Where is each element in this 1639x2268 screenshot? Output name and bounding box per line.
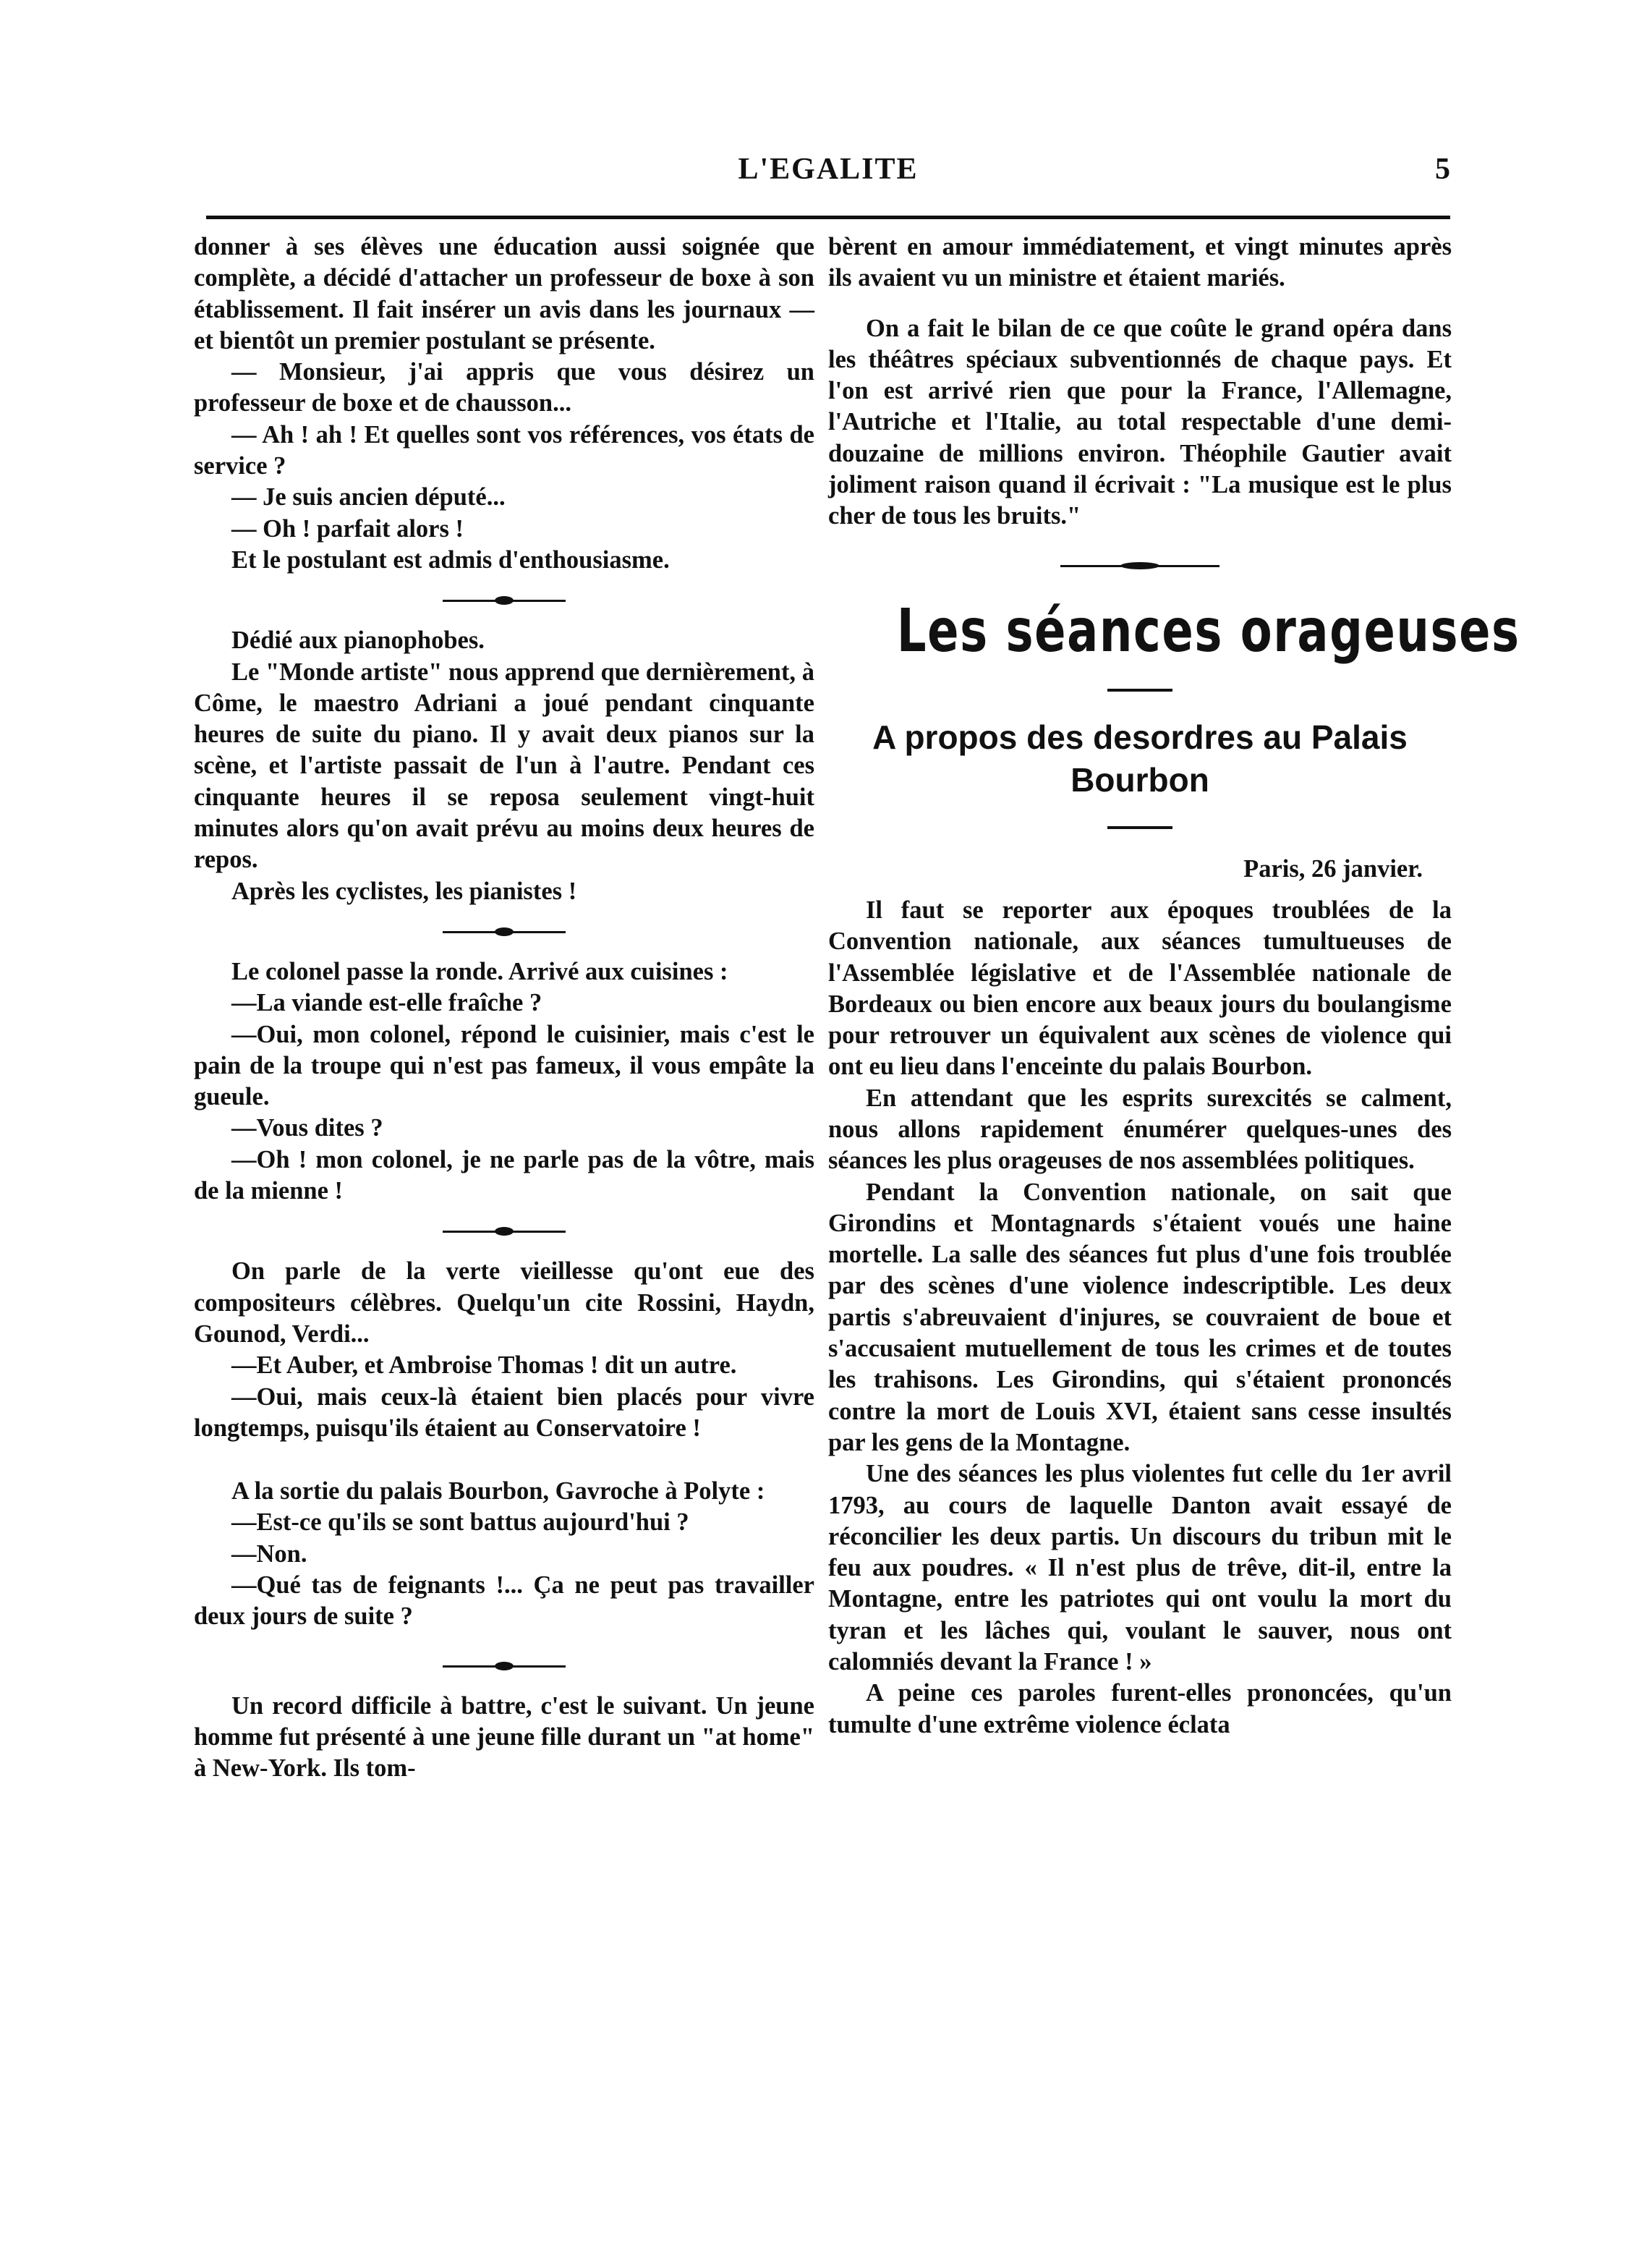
left-column — [194, 232, 814, 1784]
paragraph: Un record difficile à battre, c'est le suivant. Un jeune homme fut présenté à une jeune fille durant un "at home" à New-York. Ils tom- — [194, 1691, 814, 1783]
paragraph: —Vous dites ? — [231, 1114, 383, 1142]
paragraph: —Et Auber, et Ambroise Thomas ! dit un autre. — [231, 1351, 737, 1380]
paragraph: Après les cyclistes, les pianistes ! — [231, 877, 577, 905]
subheadline-rule — [1107, 826, 1172, 829]
paragraph: — Je suis ancien député... — [231, 483, 506, 511]
headline-rule — [1107, 689, 1172, 692]
paragraph: —Oui, mais ceux-là étaient bien placés pour vivre longtemps, puisqu'ils étaient au Conservatoire ! — [194, 1383, 814, 1442]
article-headline: Les séances orageuses — [896, 596, 1520, 666]
paragraph: donner à ses élèves une éducation aussi soignée que complète, a décidé d'attacher un professeur de boxe à son établissement. Il fait insérer un avis dans les journaux — et bientôt un premier postulant se présente. — [194, 233, 814, 354]
header-rule — [206, 216, 1450, 219]
page-header — [206, 152, 1450, 195]
paragraph: —Est-ce qu'ils se sont battus aujourd'hui ? — [231, 1508, 689, 1537]
dateline: Paris, 26 janvier. — [1243, 854, 1423, 883]
paragraph: —Oh ! mon colonel, je ne parle pas de la vôtre, mais de la mienne ! — [194, 1145, 814, 1205]
paragraph: Il faut se reporter aux époques troublées de la Convention nationale, aux séances tumultueuses de l'Assemblée législative et de l'Assemblée nationale de Bordeaux ou bien encore aux beaux jours du boulangisme pour retrouver un équivalent aux scènes de violence qui ont eu lieu dans l'enceinte du palais Bourbon. — [828, 896, 1452, 1081]
section-separator — [194, 586, 814, 615]
paragraph: Une des séances les plus violentes fut celle du 1er avril 1793, au cours de laquelle Danton avait essayé de réconcilier les deux partis. Un discours du tribun mit le feu aux poudres. « Il n'est plus de trêve, dit-il, entre la Montagne, entre les patriotes qui ont voulu la mort du tyran et les lâches qui, voulant le sauver, nous ont calomniés devant la France ! » — [828, 1460, 1452, 1676]
paragraph: A la sortie du palais Bourbon, Gavroche à Polyte : — [231, 1477, 765, 1505]
paragraph: —Oui, mon colonel, répond le cuisinier, mais c'est le pain de la troupe qui n'est pas fameux, il vous empâte la gueule. — [194, 1020, 814, 1111]
paragraph: — Oh ! parfait alors ! — [231, 514, 464, 543]
paragraph: — Ah ! ah ! Et quelles sont vos références, vos états de service ? — [194, 420, 814, 480]
paragraph: bèrent en amour immédiatement, et vingt minutes après ils avaient vu un ministre et étaient mariés. — [828, 233, 1452, 292]
journal-title: L'EGALITE — [738, 153, 919, 186]
paragraph: — Monsieur, j'ai appris que vous désirez un professeur de boxe et de chausson... — [194, 358, 814, 417]
paragraph: On a fait le bilan de ce que coûte le grand opéra dans les théâtres spéciaux subventionnés de chaque pays. Et l'on est arrivé rien que pour la France, l'Allemagne, l'Autriche et l'Italie, au total respectable d'une demi-douzaine de millions environ. Théophile Gautier avait joliment raison quand il écrivait : "La musique est le plus cher de tous les bruits." — [828, 314, 1452, 530]
section-separator — [194, 1217, 814, 1246]
paragraph: En attendant que les esprits surexcités se calment, nous allons rapidement énumérer quelques-unes des séances les plus orageuses de nos assemblées politiques. — [828, 1084, 1452, 1175]
paragraph: Et le postulant est admis d'enthousiasme. — [231, 545, 670, 574]
paragraph: On parle de la verte vieillesse qu'ont eue des compositeurs célèbres. Quelqu'un cite Rossini, Haydn, Gounod, Verdi... — [194, 1257, 814, 1348]
page-number: 5 — [1435, 153, 1450, 186]
paragraph: —Qué tas de feignants !... Ça ne peut pas travailler deux jours de suite ? — [194, 1571, 814, 1631]
paragraph: —La viande est-elle fraîche ? — [231, 989, 542, 1017]
section-separator — [828, 551, 1452, 580]
paragraph: Le colonel passe la ronde. Arrivé aux cuisines : — [231, 957, 728, 985]
paragraph: A peine ces paroles furent-elles prononcées, qu'un tumulte d'une extrême violence éclata — [828, 1679, 1452, 1738]
paragraph: Le "Monde artiste" nous apprend que dernièrement, à Côme, le maestro Adriani a joué pendant cinquante heures de suite du piano. Il y avait deux pianos sur la scène, et l'artiste passait de l'un à l'autre. Pendant ces cinquante heures il se reposa seulement vingt-huit minutes alors qu'on avait prévu au moins deux heures de repos. — [194, 658, 814, 874]
paragraph: —Non. — [231, 1539, 307, 1568]
section-separator — [194, 917, 814, 946]
article-subheadline: A propos des desordres au Palais Bourbon — [872, 718, 1408, 799]
section-separator — [194, 1652, 814, 1681]
paragraph: Dédié aux pianophobes. — [231, 627, 485, 655]
right-column — [828, 232, 1520, 1741]
paragraph: Pendant la Convention nationale, on sait que Girondins et Montagnards s'étaient voués une haine mortelle. La salle des séances fut plus d'une fois troublée par des scènes d'une violence indescriptible. Les deux partis s'abreuvaient d'injures, se couvraient de boue et s'accusaient mutuellement de tous les crimes et de toutes les trahisons. Les Girondins, qui s'étaient prononcés contre la mort de Louis XVI, étaient sans cesse insultés par les gens de la Montagne. — [828, 1178, 1452, 1456]
